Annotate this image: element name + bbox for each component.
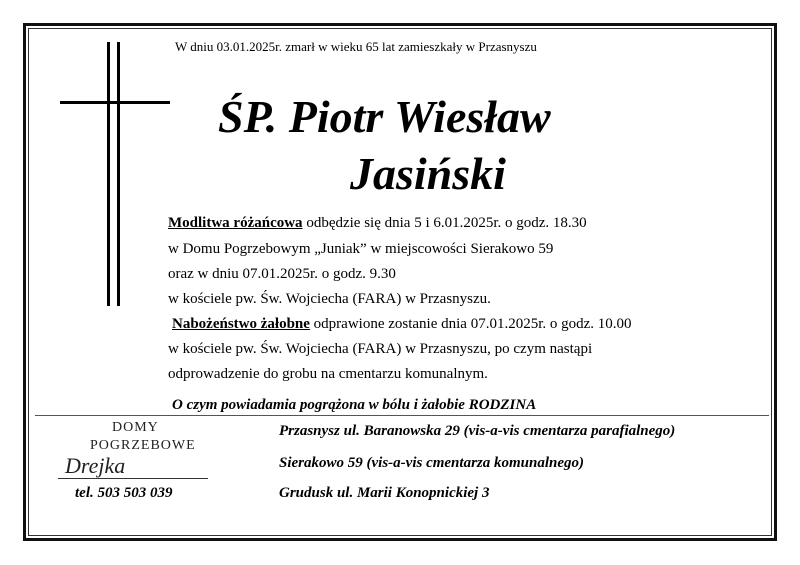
- phone-number: tel. 503 503 039: [75, 485, 173, 501]
- name-line-1: ŚP. Piotr Wiesław: [218, 91, 551, 142]
- logo-line-3: Drejka: [65, 453, 126, 478]
- address-2: Sierakowo 59 (vis-a-vis cmentarza komunalnego): [279, 455, 585, 471]
- detail-line-6: w kościele pw. Św. Wojciecha (FARA) w Przasnyszu, po czym nastąpi: [168, 341, 593, 357]
- detail-line-3: oraz w dniu 07.01.2025r. o godz. 9.30: [168, 266, 396, 282]
- detail-line-7: odprowadzenie do grobu na cmentarzu komunalnym.: [168, 366, 488, 382]
- service-heading: Nabożeństwo żałobne: [172, 316, 310, 332]
- service-text: odprawione zostanie dnia 07.01.2025r. o godz. 10.00: [309, 316, 632, 332]
- rosary-text: odbędzie się dnia 5 i 6.01.2025r. o godz. 18.30: [302, 215, 587, 231]
- detail-line-1: [168, 215, 587, 232]
- funeral-home-logo: [40, 420, 220, 490]
- intro-text: W dniu 03.01.2025r. zmarł w wieku 65 lat zamieszkały w Przasnyszu: [175, 39, 537, 54]
- rosary-heading: Modlitwa różańcowa: [168, 215, 303, 231]
- detail-line-4: w kościele pw. Św. Wojciecha (FARA) w Przasnyszu.: [168, 291, 491, 307]
- address-3: Grudusk ul. Marii Konopnickiej 3: [279, 485, 490, 501]
- detail-line-2: w Domu Pogrzebowym „Juniak” w miejscowości Sierakowo 59: [168, 241, 554, 257]
- name-line-2: Jasiński: [350, 148, 506, 199]
- address-1: Przasnysz ul. Baranowska 29 (vis-a-vis cmentarza parafialnego): [279, 423, 676, 439]
- logo-line-2: POGRZEBOWE: [90, 438, 196, 453]
- detail-line-5: [172, 316, 632, 333]
- divider: [35, 415, 769, 416]
- logo-rule: [58, 478, 208, 479]
- closing-text: O czym powiadamia pogrążona w bólu i żałobie RODZINA: [172, 397, 537, 413]
- logo-line-1: DOMY: [112, 420, 159, 435]
